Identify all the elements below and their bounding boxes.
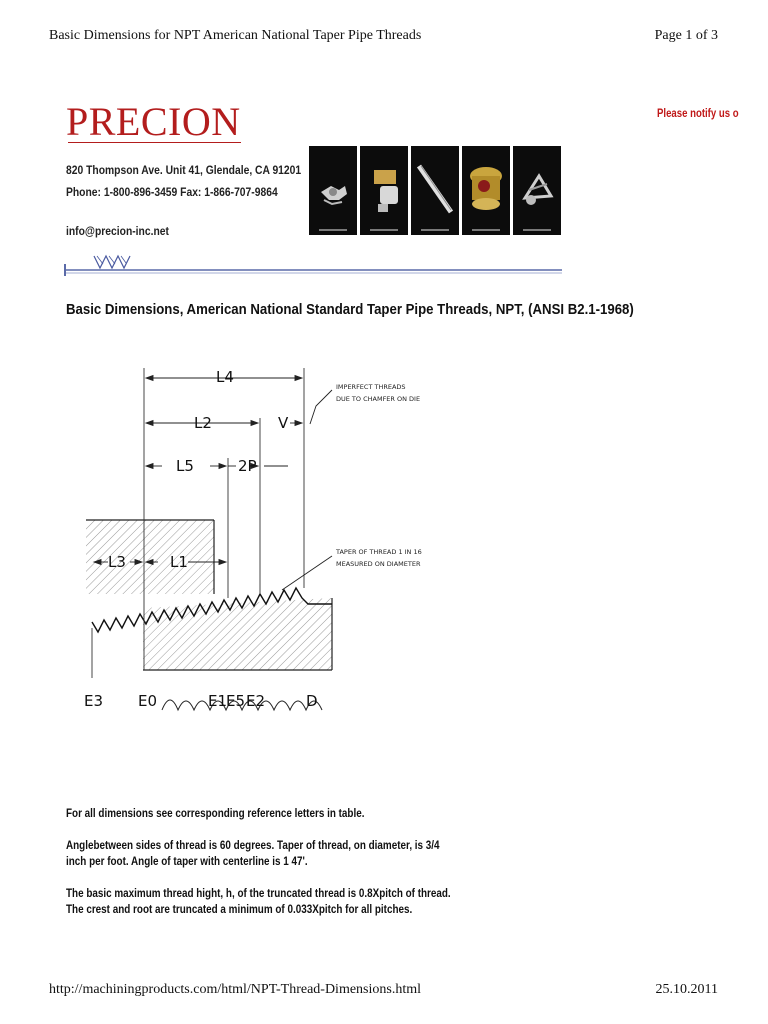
product-photo-strip — [309, 146, 561, 235]
document-title: Basic Dimensions, American National Standard Taper Pipe Threads, NPT, (ANSI B2.1-1968) — [66, 301, 634, 318]
pipe-body — [143, 598, 332, 670]
plane-E1: E1 — [208, 692, 228, 710]
thread-logo-icon — [93, 254, 131, 272]
page-number: Page 1 of 3 — [654, 28, 718, 43]
product-photo-1[interactable] — [309, 146, 357, 235]
email-link[interactable]: info@precion-inc.net — [66, 224, 169, 238]
footer-date: 25.10.2011 — [655, 982, 718, 997]
fitting-body — [86, 520, 214, 594]
page-header-title: Basic Dimensions for NPT American National Taper Pipe Threads — [49, 28, 422, 43]
product-photo-5[interactable] — [513, 146, 561, 235]
product-photo-4[interactable] — [462, 146, 510, 235]
dim-L5: L5 — [176, 457, 194, 475]
dim-2P: 2P — [238, 457, 257, 475]
address-text: 820 Thompson Ave. Unit 41, Glendale, CA 91201 — [66, 163, 302, 177]
note-truncation: The crest and root are truncated a minimum of 0.033Xpitch for all pitches. — [66, 904, 413, 916]
plane-E5: E5 — [226, 692, 246, 710]
divider-tick — [64, 264, 66, 276]
phone-fax-text: Phone: 1-800-896-3459 Fax: 1-866-707-9864 — [66, 185, 278, 199]
footer-url[interactable]: http://machiningproducts.com/html/NPT-Thread-Dimensions.html — [49, 982, 421, 997]
plane-E0: E0 — [138, 692, 158, 710]
note-angle-line-1: Anglebetween sides of thread is 60 degrees. Taper of thread, on diameter, is 3/4 — [66, 840, 440, 852]
plane-D: D — [306, 692, 318, 710]
dim-V: V — [278, 414, 289, 432]
product-photo-3[interactable] — [411, 146, 459, 235]
note-measured: MEASURED ON DIAMETER — [336, 560, 421, 568]
npt-thread-diagram — [70, 358, 490, 710]
note-taper: TAPER OF THREAD 1 IN 16 — [336, 548, 422, 556]
precion-logo[interactable]: PRECION — [66, 99, 241, 144]
note-imperfect-threads: IMPERFECT THREADS — [336, 383, 406, 391]
plane-E2: E2 — [246, 692, 266, 710]
dim-L2: L2 — [194, 414, 212, 432]
dim-L1: L1 — [170, 553, 188, 571]
notify-link[interactable]: Please notify us o — [657, 106, 739, 120]
product-photo-2[interactable] — [360, 146, 408, 235]
dim-L3: L3 — [108, 553, 126, 571]
plane-E3: E3 — [84, 692, 104, 710]
note-reference-letters: For all dimensions see corresponding reference letters in table. — [66, 808, 365, 820]
note-thread-height: The basic maximum thread hight, h, of the truncated thread is 0.8Xpitch of thread. — [66, 888, 451, 900]
note-chamfer: DUE TO CHAMFER ON DIE — [336, 395, 421, 403]
dim-L4: L4 — [216, 368, 234, 386]
header-divider — [64, 268, 562, 275]
note-angle-line-2: inch per foot. Angle of taper with centerline is 1 47'. — [66, 856, 308, 868]
